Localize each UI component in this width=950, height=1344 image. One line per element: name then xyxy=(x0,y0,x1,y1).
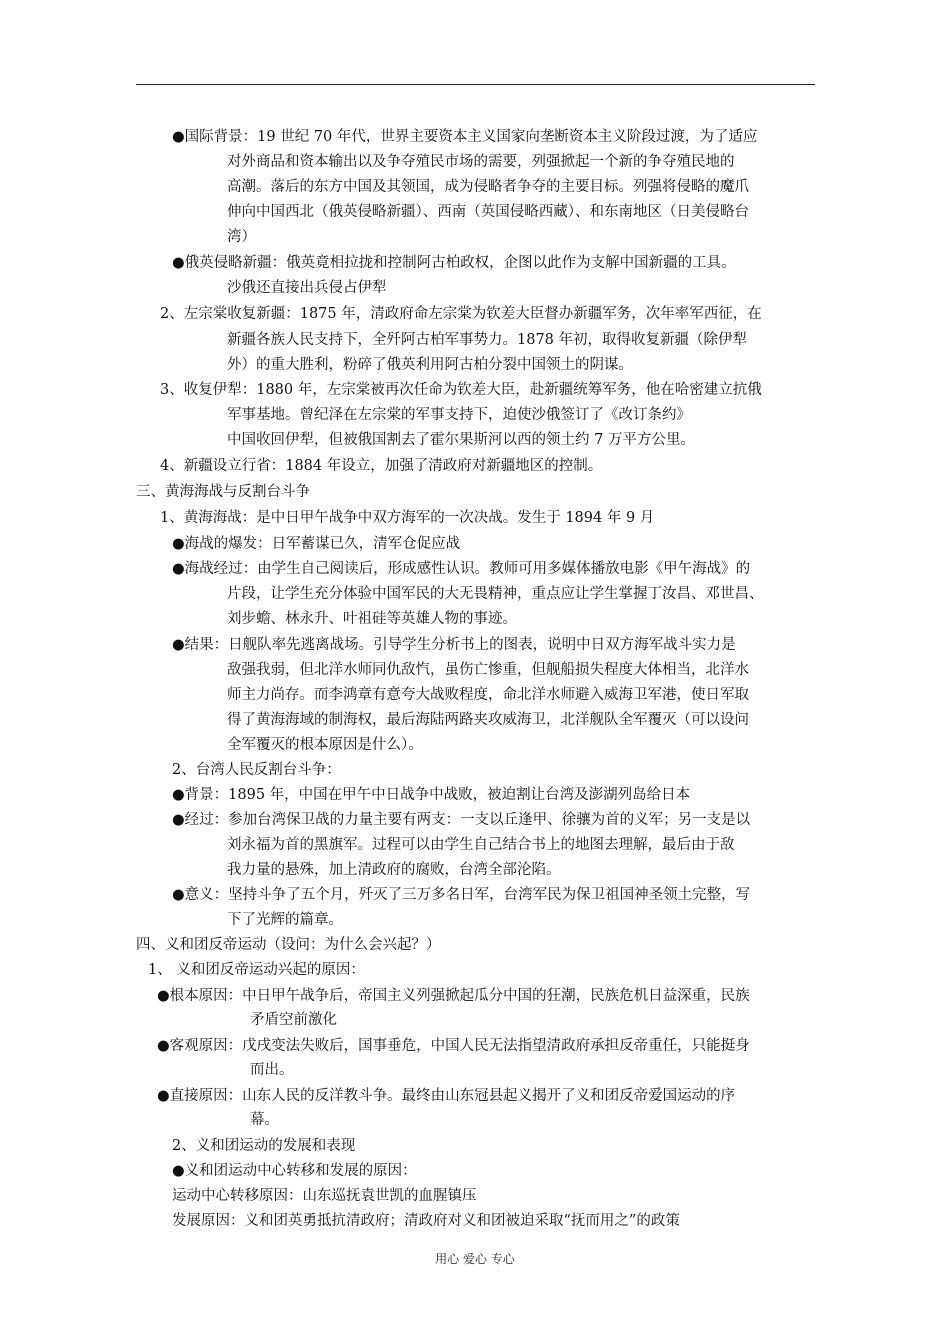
text-line: 4、新疆设立行省：1884 年设立，加强了清政府对新疆地区的控制。 xyxy=(160,458,603,474)
text-line: ●俄英侵略新疆：俄英竟相拉拢和控制阿古柏政权，企图以此作为支解中国新疆的工具。 xyxy=(172,255,736,271)
text-line: 师主力尚存。而李鸿章有意夸大战败程度，命北洋水师避入威海卫军港，使日军取 xyxy=(227,687,749,703)
text-line: 2、义和团运动的发展和表现 xyxy=(172,1138,356,1154)
text-line: 我力量的悬殊，加上清政府的腐败，台湾全部沦陷。 xyxy=(227,862,561,878)
text-line: 片段，让学生充分体验中国军民的大无畏精神，重点应让学生掌握丁汝昌、邓世昌、 xyxy=(227,586,764,602)
text-line: 2、左宗棠收复新疆：1875 年，清政府命左宗棠为钦差大臣督办新疆军务，次年率军西征，在 xyxy=(160,306,762,322)
text-line: 2、台湾人民反割台斗争： xyxy=(172,762,341,778)
text-line: ●根本原因：中日甲午战争后，帝国主义列强掀起瓜分中国的狂潮，民族危机日益深重，民族 xyxy=(157,988,750,1004)
text-line: 三、黄海海战与反割台斗争 xyxy=(136,484,310,500)
text-line: 敌强我弱，但北洋水师同仇敌忾，虽伤亡惨重，但舰船损失程度大体相当，北洋水 xyxy=(227,662,749,678)
text-line: ●直接原因：山东人民的反洋教斗争。最终由山东冠县起义揭开了义和团反帝爱国运动的序 xyxy=(157,1088,736,1104)
text-line: 刘永福为首的黑旗军。过程可以由学生自己结合书上的地图去理解，最后由于敌 xyxy=(227,837,735,853)
text-line: 运动中心转移原因：山东巡抚袁世凯的血腥镇压 xyxy=(172,1188,477,1204)
text-line: 新疆各族人民支持下，全歼阿古柏军事势力。1878 年初，取得收复新疆（除伊犁 xyxy=(227,332,748,348)
text-line: 1、黄海海战：是中日甲午战争中双方海军的一次决战。发生于 1894 年 9 月 xyxy=(160,510,655,526)
text-line: 湾） xyxy=(227,229,256,245)
text-line: 全军覆灭的根本原因是什么）。 xyxy=(227,737,423,753)
text-line: 下了光辉的篇章。 xyxy=(227,912,343,928)
text-line: ●结果：日舰队率先逃离战场。引导学生分析书上的图表，说明中日双方海军战斗实力是 xyxy=(172,637,736,653)
text-line: 高潮。落后的东方中国及其领国，成为侵略者争夺的主要目标。列强将侵略的魔爪 xyxy=(227,179,749,195)
text-line: ●客观原因：戊戌变法失败后，国事垂危，中国人民无法指望清政府承担反帝重任，只能挺身 xyxy=(157,1038,750,1054)
text-line: 对外商品和资本输出以及争夺殖民市场的需要，列强掀起一个新的争夺殖民地的 xyxy=(227,154,735,170)
text-line: ●经过：参加台湾保卫战的力量主要有两支：一支以丘逢甲、徐骧为首的义军；另一支是以 xyxy=(172,812,751,828)
text-line: 矛盾空前激化 xyxy=(250,1012,337,1028)
text-line: 发展原因：义和团英勇抵抗清政府；清政府对义和团被迫采取“抚而用之”的政策 xyxy=(172,1213,680,1229)
header-rule xyxy=(136,84,815,85)
text-line: 刘步蟾、林永升、叶祖硅等英雄人物的事迹。 xyxy=(227,611,517,627)
text-line: 得了黄海海域的制海权，最后海陆两路夹攻威海卫，北洋舰队全军覆灭（可以设问 xyxy=(227,712,749,728)
text-line: 外）的重大胜利，粉碎了俄英利用阿古柏分裂中国领土的阴谋。 xyxy=(227,357,633,373)
text-line: 军事基地。曾纪泽在左宗棠的军事支持下，迫使沙俄签订了《改订条约》 xyxy=(227,407,691,423)
text-line: 1、 义和团反帝运动兴起的原因： xyxy=(148,962,365,978)
text-line: ●义和团运动中心转移和发展的原因： xyxy=(172,1163,417,1179)
text-line: 中国收回伊犁，但被俄国割去了霍尔果斯河以西的领土约 7 万平方公里。 xyxy=(227,432,695,448)
text-line: ●国际背景：19 世纪 70 年代，世界主要资本主义国家向垄断资本主义阶段过渡，为了适应 xyxy=(172,129,758,145)
text-line: ●海战经过：由学生自己阅读后，形成感性认识。教师可用多媒体播放电影《甲午海战》的 xyxy=(172,561,751,577)
text-line: 幕。 xyxy=(250,1112,279,1128)
page-footer: 用心 爱心 专心 xyxy=(435,1252,515,1266)
text-line: ●意义：坚持斗争了五个月，歼灭了三万多名日军，台湾军民为保卫祖国神圣领土完整，写 xyxy=(172,887,751,903)
text-line: 伸向中国西北（俄英侵略新疆）、西南（英国侵略西藏）、和东南地区（日美侵略台 xyxy=(227,204,749,220)
text-line: ●背景：1895 年，中国在甲午中日战争中战败，被迫割让台湾及澎湖列岛给日本 xyxy=(172,787,691,803)
text-line: 3、收复伊犁：1880 年，左宗棠被再次任命为钦差大臣，赴新疆统筹军务，他在哈密建立抗俄 xyxy=(160,382,762,398)
text-line: ●海战的爆发：日军蓄谋已久，清军仓促应战 xyxy=(172,536,461,552)
text-line: 沙俄还直接出兵侵占伊犁 xyxy=(227,280,387,296)
text-line: 四、义和团反帝运动（设问：为什么会兴起？） xyxy=(136,937,441,953)
text-line: 而出。 xyxy=(250,1062,294,1078)
